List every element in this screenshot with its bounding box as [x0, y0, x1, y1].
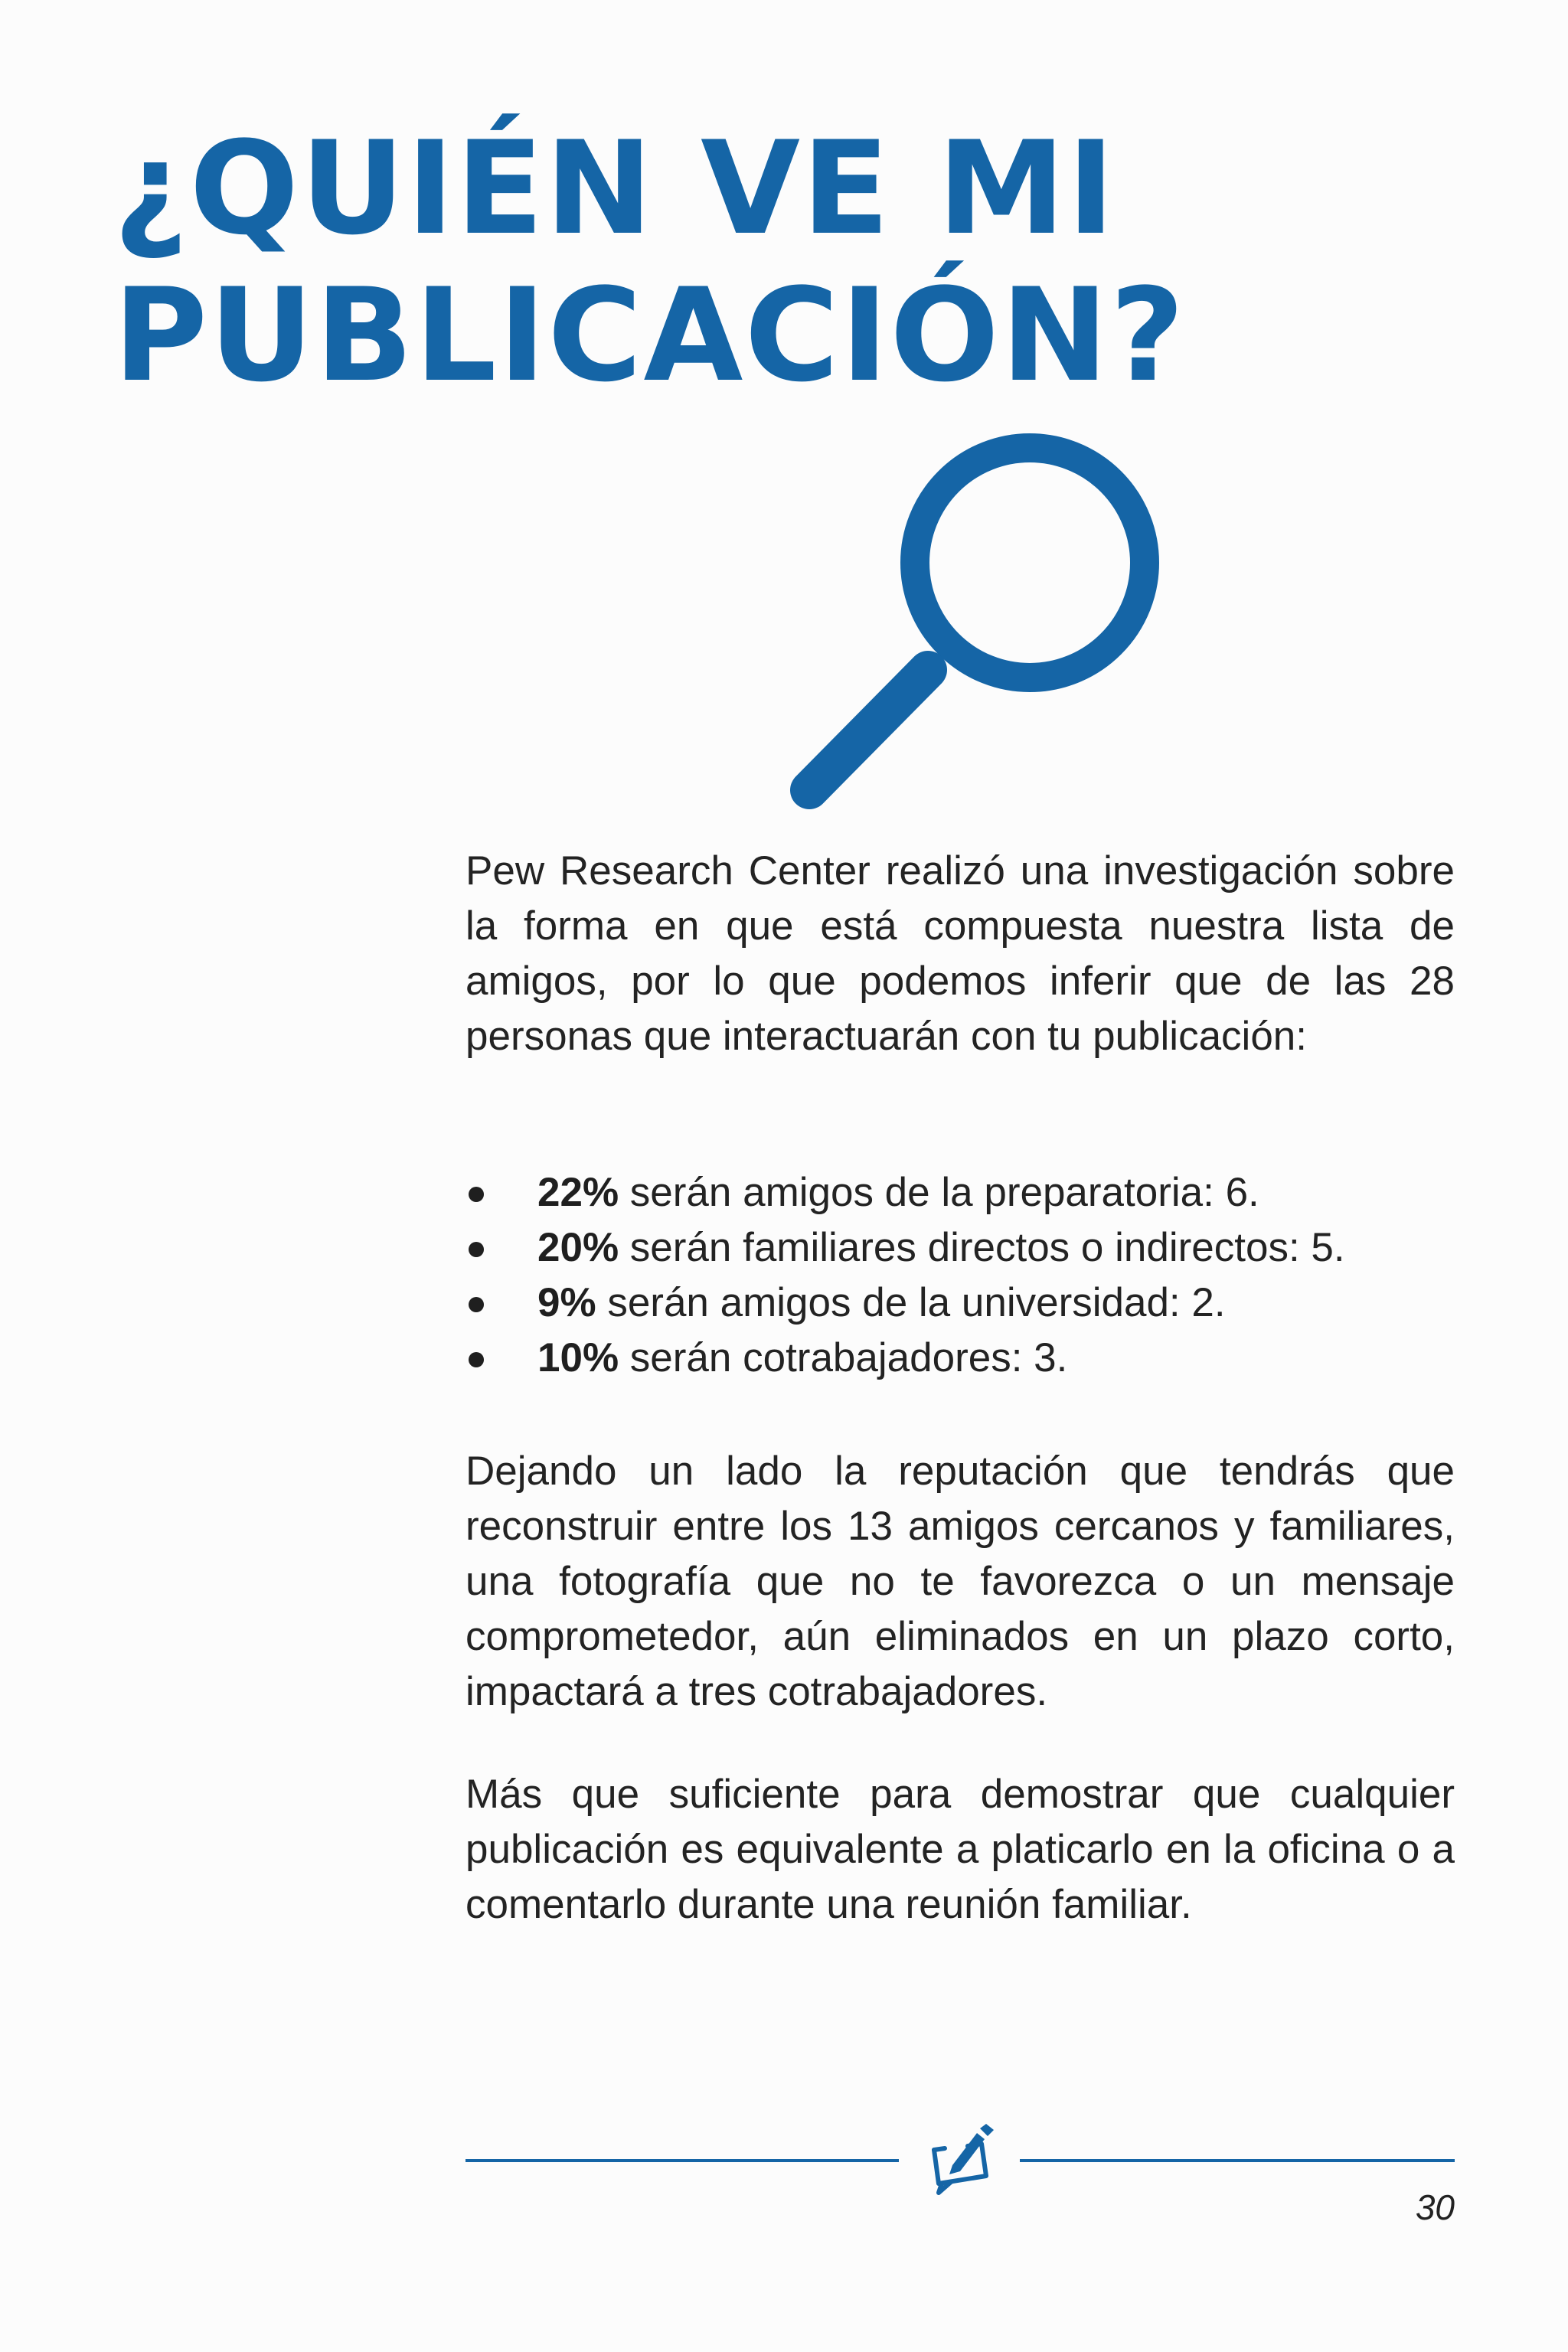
- page-title: [113, 115, 1491, 409]
- list-item: [466, 1331, 1476, 1386]
- list-item: [466, 1276, 1476, 1331]
- list-item-text: serán amigos de la universidad: 2.: [596, 1280, 1226, 1325]
- percent-value: 10%: [537, 1335, 619, 1380]
- page-title-line-1: ¿QUIÉN VE MI: [113, 113, 1117, 263]
- footer-divider-right: [1020, 2159, 1455, 2162]
- list-item: [466, 1165, 1476, 1220]
- bullet-icon: [469, 1242, 484, 1257]
- statistics-list: [466, 1165, 1476, 1386]
- bullet-icon: [469, 1352, 484, 1367]
- reputation-paragraph: Dejando un lado la reputación que tendrás que reconstruir entre los 13 amigos cercanos y familiares, una fotografía que no te favorezca o un mensaje comprometedor, aún eliminados en un plazo corto, impactará a tres cotrabajadores.: [466, 1449, 1455, 1714]
- magnifying-glass-icon: [766, 429, 1164, 812]
- footer-divider-left: [466, 2159, 899, 2162]
- intro-paragraph: Pew Research Center realizó una investigación sobre la forma en que está compuesta nuestra lista de amigos, por lo que podemos inferir que de las 28 personas que interactuarán con tu publicación:: [466, 848, 1455, 1059]
- bullet-icon: [469, 1297, 484, 1312]
- conclusion-paragraph: Más que suficiente para demostrar que cualquier publicación es equivalente a platicarlo en la oficina o a comentarlo durante una reunión familiar.: [466, 1772, 1455, 1927]
- list-item-text: serán cotrabajadores: 3.: [619, 1335, 1068, 1380]
- note-pencil-icon: [923, 2121, 998, 2197]
- list-item-text: serán amigos de la preparatoria: 6.: [619, 1170, 1259, 1215]
- percent-value: 9%: [537, 1280, 596, 1325]
- bullet-icon: [469, 1187, 484, 1202]
- percent-value: 22%: [537, 1170, 619, 1215]
- page-title-line-2: PUBLICACIÓN?: [113, 260, 1187, 410]
- list-item-text: serán familiares directos o indirectos: 5.: [619, 1225, 1345, 1270]
- list-item: [466, 1220, 1476, 1276]
- percent-value: 20%: [537, 1225, 619, 1270]
- page-number: 30: [1415, 2187, 1455, 2227]
